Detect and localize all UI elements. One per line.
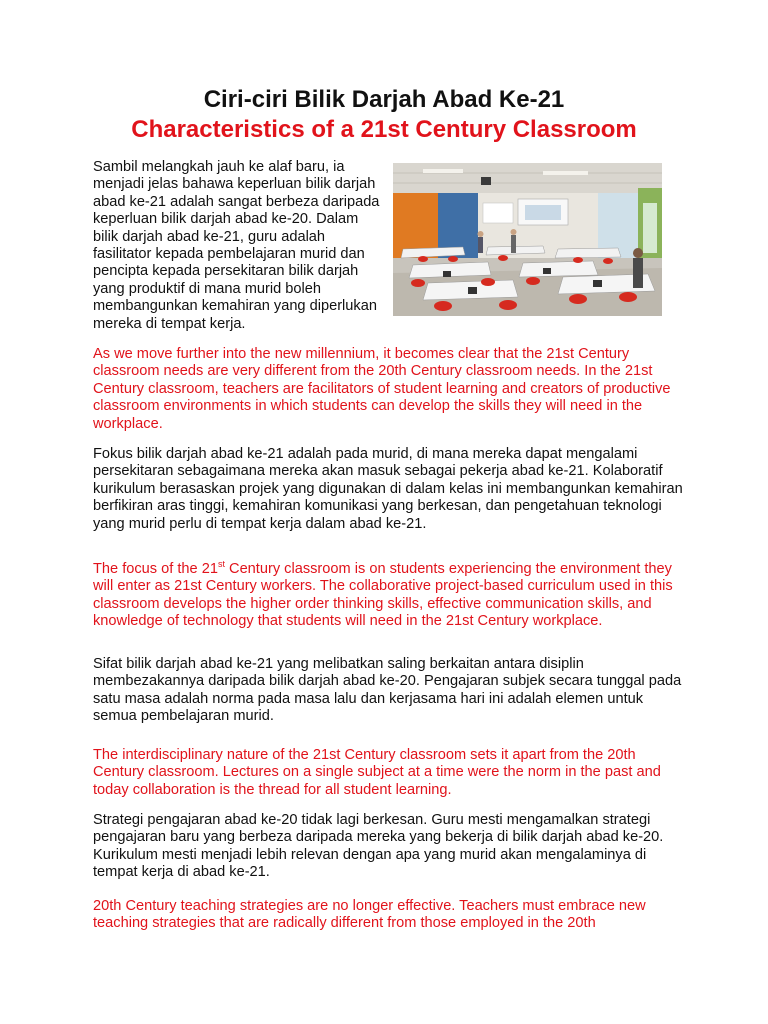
paragraph-focus-english xyxy=(93,561,683,631)
paragraph-strategies-malay: Strategi pengajaran abad ke-20 tidak lagi berkesan. Guru mesti mengamalkan strategi pengajaran baru yang berbeza daripada mereka yang bekerja di bilik darjah abad ke-20. Kurikulum mesti menjadi lebih relevan dengan apa yang murid akan mengalaminya di tempat kerja di abad ke-21. xyxy=(93,812,664,881)
paragraph-interdisciplinary-english: The interdisciplinary nature of the 21st Century classroom sets it apart from the 20th Century classroom. Lectures on a single subject at a time were the norm in the past and today collaboration is the thread for all student learning. xyxy=(93,747,661,798)
ordinal-superscript: st xyxy=(217,559,225,570)
focus-text-rest: Century classroom is on students experiencing the environment they will enter as 21st Century workers. The collaborative project-based curriculum used in this classroom develops the higher order thinking skills, effective communication skills, and knowledge of technology that students will need in the 21st Century workplace. xyxy=(93,561,673,630)
focus-text-start: The focus of the 21 xyxy=(93,561,218,577)
title-english: Characteristics of a 21st Century Classroom xyxy=(131,116,637,143)
paragraph-strategies-english: 20th Century teaching strategies are no longer effective. Teachers must embrace new teaching strategies that are radically different from those employed in the 20th xyxy=(93,898,646,932)
title-malay: Ciri-ciri Bilik Darjah Abad Ke-21 xyxy=(203,86,565,113)
paragraph-focus-malay: Fokus bilik darjah abad ke-21 adalah pada murid, di mana mereka dapat mengalami persekitaran sebagaimana mereka akan masuk sebagai pekerja abad ke-21. Kolaboratif kurikulum berasaskan projek yang digunakan di dalam kelas ini membangunkan kemahiran berfikiran aras tinggi, kemahiran komunikasi yang berkesan, dan pengetahuan teknologi yang murid perlu di tempat kerja dalam abad ke-21. xyxy=(93,446,683,532)
paragraph-interdisciplinary-malay: Sifat bilik darjah abad ke-21 yang melibatkan saling berkaitan antara disiplin membezakannya daripada bilik darjah abad ke-20. Pengajaran subjek secara tunggal pada satu masa adalah norma pada masa lalu dan kerjasama hari ini adalah elemen untuk semua pembelajaran murid. xyxy=(93,656,682,725)
classroom-photo xyxy=(393,163,662,316)
paragraph-intro-malay: Sambil melangkah jauh ke alaf baru, ia menjadi jelas bahawa keperluan bilik darjah abad ke-21 adalah sangat berbeza daripada keperluan bilik darjah abad ke-20. Dalam bilik darjah abad ke-21, guru adalah fasilitator kepada pembelajaran murid dan pencipta kepada persekitaran bilik darjah yang produktif di mana murid boleh membangunkan kemahiran yang diperlukan mereka di tempat kerja. xyxy=(93,159,380,332)
paragraph-intro-english: As we move further into the new millennium, it becomes clear that the 21st Century classroom needs are very different from the 20th Century classroom needs. In the 21st Century classroom, teachers are facilitators of student learning and creators of productive classroom environments in which students can develop the skills they will need in the workplace. xyxy=(93,346,671,432)
